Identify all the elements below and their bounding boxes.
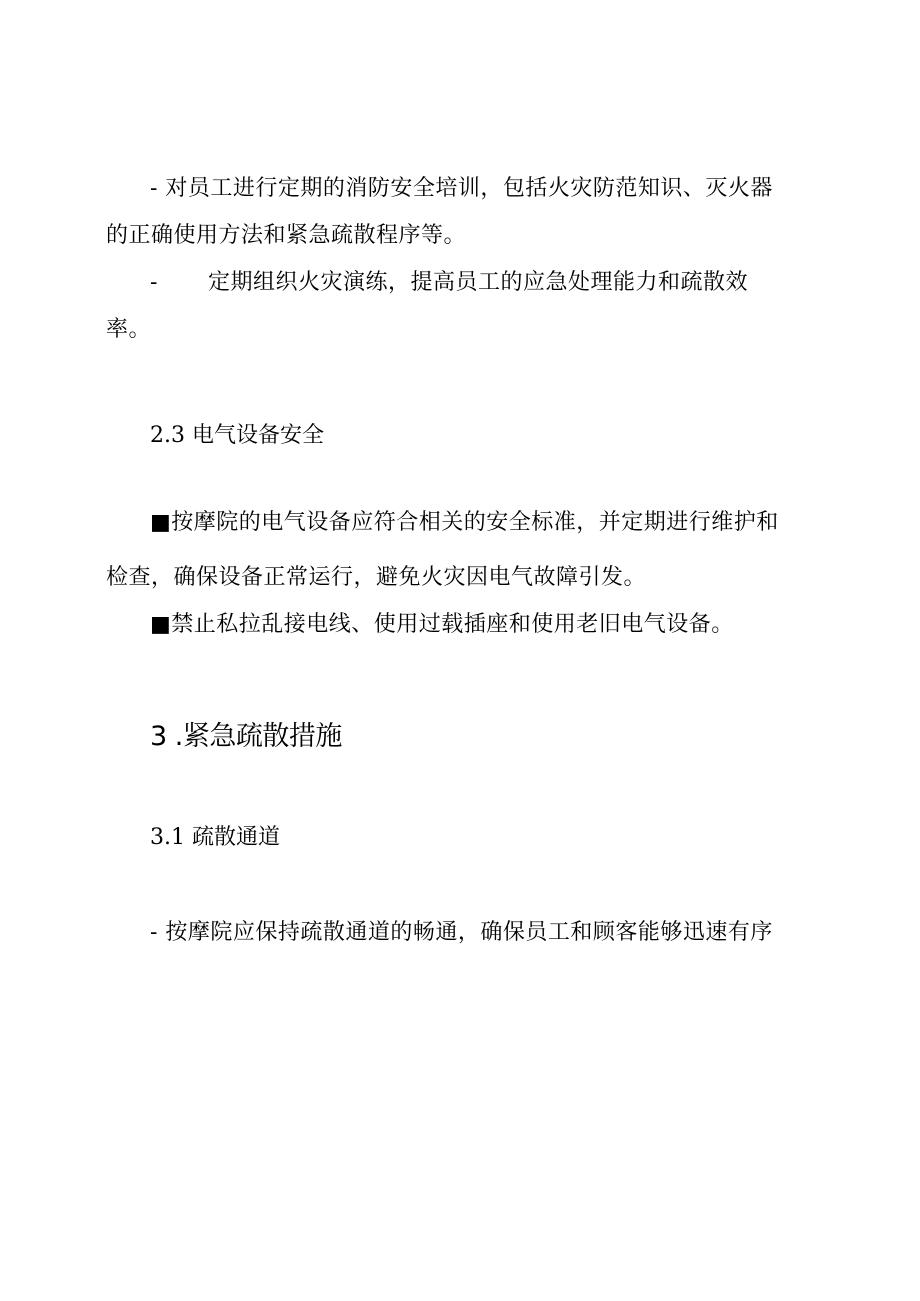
section-heading-3-1: 3.1 疏散通道 <box>150 825 280 850</box>
section-heading-2-3: 2.3 电气设备安全 <box>150 423 324 448</box>
paragraph-fire-training-line-2: 的正确使用方法和紧急疏散程序等。 <box>106 223 467 248</box>
paragraph-evacuation-route-line-1: - 按摩院应保持疏散通道的畅通，确保员工和顾客能够迅速有序 <box>150 920 773 945</box>
paragraph-fire-drill-line-1 <box>150 268 850 298</box>
paragraph-fire-drill-text: 定期组织火灾演练，提高员工的应急处理能力和疏散效 <box>207 270 748 295</box>
section-heading-3: 3 .紧急疏散措施 <box>150 721 342 752</box>
paragraph-electrical-standard-line-1: ■按摩院的电气设备应符合相关的安全标准，并定期进行维护和 <box>150 510 779 535</box>
list-dash: - <box>150 270 158 295</box>
paragraph-electrical-standard-line-2: 检查，确保设备正常运行，避免火灾因电气故障引发。 <box>106 565 647 590</box>
paragraph-fire-training-line-1: - 对员工进行定期的消防安全培训，包括火灾防范知识、灭火器 <box>150 176 773 201</box>
paragraph-electrical-prohibition: ■禁止私拉乱接电线、使用过载插座和使用老旧电气设备。 <box>150 612 734 637</box>
paragraph-fire-drill-line-2: 率。 <box>106 317 152 342</box>
